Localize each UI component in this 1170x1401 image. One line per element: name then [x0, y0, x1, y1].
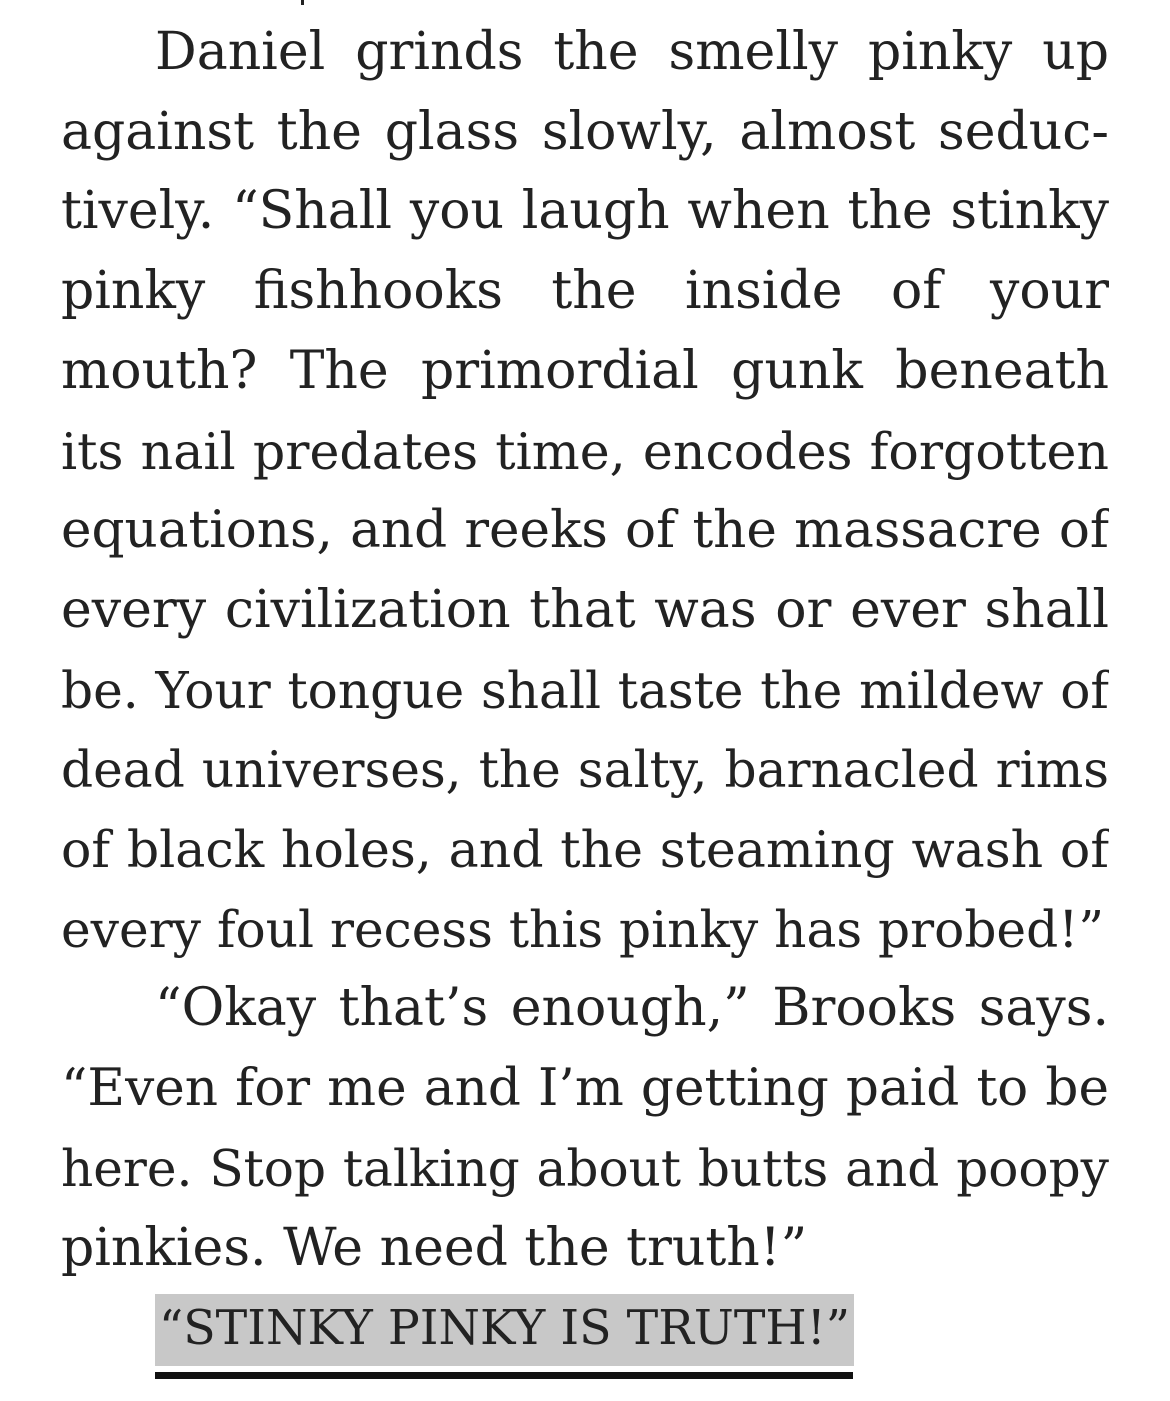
paragraph-2: [61, 969, 1109, 1288]
text-line: “Even for me and I’m getting paid to be: [61, 1058, 1109, 1119]
text-line: every civilization that was or ever shall: [61, 579, 1109, 640]
text-line: mouth? The primordial gunk beneath: [61, 340, 1109, 401]
text-line: its nail predates time, encodes forgotten: [61, 421, 1109, 481]
highlighted-text[interactable]: “STINKY PINKY IS TRUTH!”: [155, 1294, 854, 1366]
text-line: pinky fishhooks the inside of your: [61, 261, 1109, 322]
text-line: “Okay that’s enough,” Brooks says.: [155, 978, 1109, 1039]
text-line: here. Stop talking about butts and poopy: [61, 1138, 1109, 1198]
paragraph-3: [61, 1288, 1109, 1368]
text-line: tively. “Shall you laugh when the stinky: [61, 181, 1109, 242]
text-line: equations, and reeks of the massacre of: [61, 500, 1109, 561]
text-line: pinkies. We need the truth!”: [61, 1217, 808, 1278]
reader-page: [61, 0, 1109, 1401]
text-line: be. Your tongue shall taste the mildew of: [61, 660, 1109, 720]
text-line: against the glass slowly, almost seduc-: [61, 101, 1109, 162]
text-line: of black holes, and the steaming wash of: [61, 820, 1109, 880]
clipped-glyph-stub: [301, 0, 304, 5]
selection-handle-bar[interactable]: [155, 1372, 853, 1379]
text-line: Daniel grinds the smelly pinky up: [155, 22, 1109, 82]
text-line: every foul recess this pinky has probed!”: [61, 899, 1105, 959]
paragraph-1: [61, 13, 1109, 969]
text-line: dead universes, the salty, barnacled rims: [61, 740, 1109, 800]
